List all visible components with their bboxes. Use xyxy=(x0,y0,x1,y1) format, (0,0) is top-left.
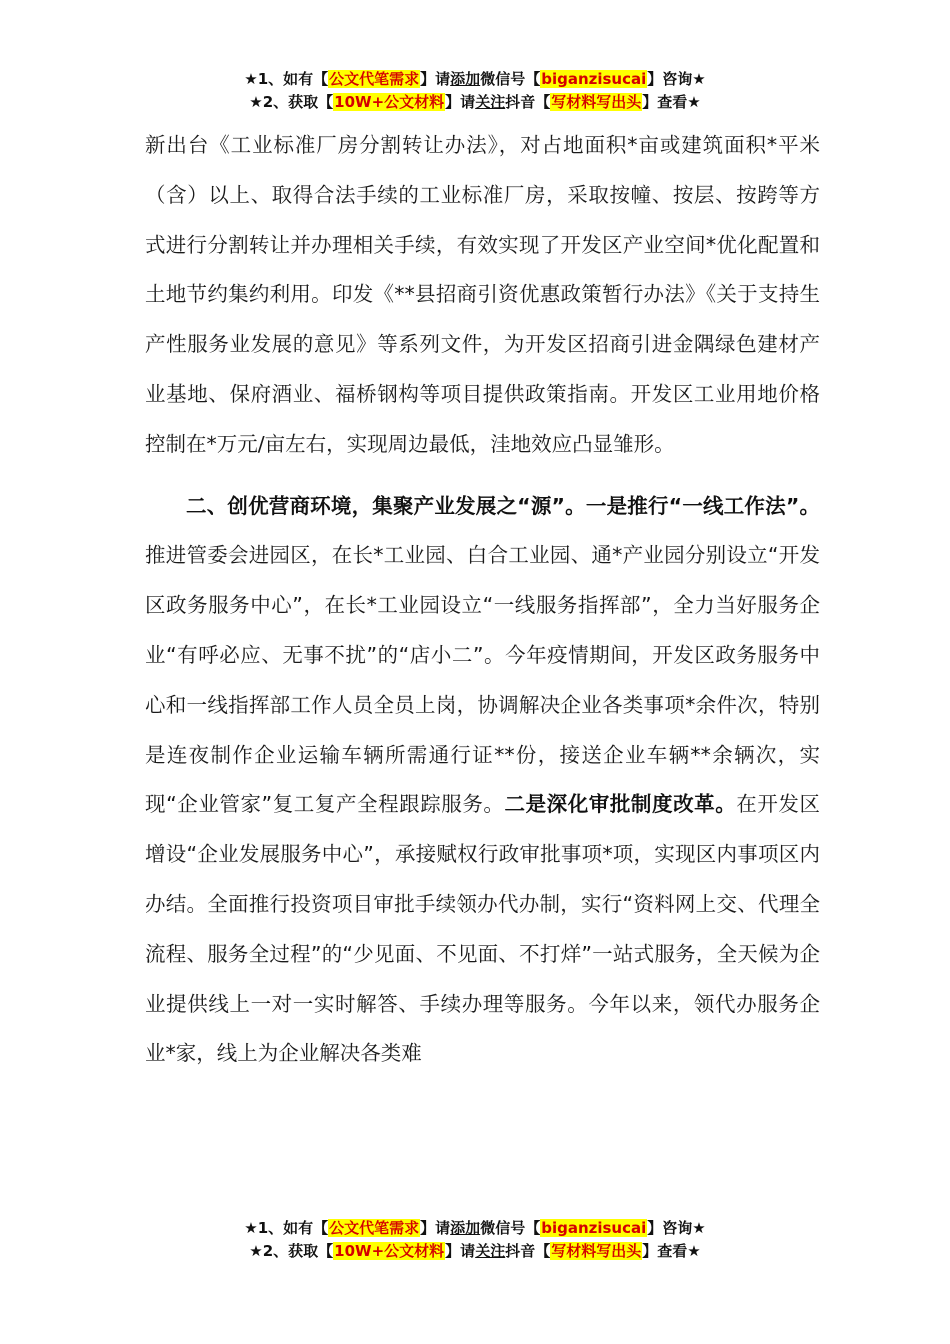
star-icon: ★ xyxy=(687,93,701,111)
sub-heading: 二是深化审批制度改革。 xyxy=(504,792,737,817)
banner-text: 】咨询 xyxy=(647,70,693,88)
paragraph-business-environment xyxy=(145,482,820,1080)
banner-text: 2、获取【 xyxy=(262,1242,334,1260)
star-icon: ★ xyxy=(249,93,263,111)
banner-text: 】请 xyxy=(420,1219,451,1237)
banner-text: 】请 xyxy=(445,93,476,111)
document-body xyxy=(145,121,820,1079)
star-icon: ★ xyxy=(692,70,706,88)
banner-line-2 xyxy=(0,91,950,114)
wechat-id: biganzisucai xyxy=(541,70,647,88)
star-icon: ★ xyxy=(244,70,258,88)
star-icon: ★ xyxy=(249,1242,263,1260)
banner-underlined: 关注 xyxy=(475,1242,506,1260)
banner-text: 】咨询 xyxy=(647,1219,693,1237)
banner-highlight: 公文代笔需求 xyxy=(329,70,420,88)
banner-text: 1、如有【 xyxy=(257,1219,329,1237)
banner-underlined: 添加 xyxy=(450,1219,481,1237)
banner-highlight: 公文代笔需求 xyxy=(329,1219,420,1237)
douyin-account: 写材料写出头 xyxy=(551,1242,642,1260)
banner-text: 】请 xyxy=(420,70,451,88)
banner-text: 抖音【 xyxy=(505,93,551,111)
section-heading: 二、创优营商环境，集聚产业发展之“源”。一是推行“一线工作法”。 xyxy=(186,493,820,518)
wechat-id: biganzisucai xyxy=(541,1219,647,1237)
header-banner xyxy=(0,68,950,114)
banner-line-1 xyxy=(0,68,950,91)
banner-line-2 xyxy=(0,1240,950,1263)
banner-text: 】查看 xyxy=(642,93,688,111)
banner-text: 微信号【 xyxy=(480,70,541,88)
star-icon: ★ xyxy=(244,1219,258,1237)
banner-underlined: 关注 xyxy=(475,93,506,111)
banner-highlight: 10W+公文材料 xyxy=(334,93,445,111)
paragraph-text: 在开发区增设“企业发展服务中心”，承接赋权行政审批事项*项，实现区内事项区内办结。全面推行投资项目审批手续领办代办制，实行“资料网上交、代理全流程、服务全过程”的“少见面、不见面、不打烊”一站式服务，全天候为企业提供线上一对一实时解答、手续办理等服务。今年以来，领代办服务企业*家，线上为企业解决各类难 xyxy=(145,792,821,1066)
paragraph-policy: 新出台《工业标准厂房分割转让办法》，对占地面积*亩或建筑面积*平米（含）以上、取得合法手续的工业标准厂房，采取按幢、按层、按跨等方式进行分割转让并办理相关手续，有效实现了开发区产业空间*优化配置和土地节约集约利用。印发《**县招商引资优惠政策暂行办法》《关于支持生产性服务业发展的意见》等系列文件，为开发区招商引进金隅绿色建材产业基地、保府酒业、福桥钢构等项目提供政策指南。开发区工业用地价格控制在*万元/亩左右，实现周边最低，洼地效应凸显雏形。 xyxy=(145,133,820,456)
star-icon: ★ xyxy=(687,1242,701,1260)
paragraph-text: 推进管委会进园区，在长*工业园、白合工业园、通*产业园分别设立“开发区政务服务中心”，在长*工业园设立“一线服务指挥部”，全力当好服务企业“有呼必应、无事不扰”的“店小二”。今年疫情期间，开发区政务服务中心和一线指挥部工作人员全员上岗，协调解决企业各类事项*余件次，特别是连夜制作企业运输车辆所需通行证**份，接送企业车辆**余辆次，实现“企业管家”复工复产全程跟踪服务。 xyxy=(145,543,820,817)
douyin-account: 写材料写出头 xyxy=(551,93,642,111)
banner-highlight: 10W+公文材料 xyxy=(334,1242,445,1260)
star-icon: ★ xyxy=(692,1219,706,1237)
banner-line-1 xyxy=(0,1217,950,1240)
footer-banner xyxy=(0,1217,950,1263)
banner-text: 1、如有【 xyxy=(257,70,329,88)
banner-text: 抖音【 xyxy=(505,1242,551,1260)
banner-text: 2、获取【 xyxy=(262,93,334,111)
banner-underlined: 添加 xyxy=(450,70,481,88)
banner-text: 微信号【 xyxy=(480,1219,541,1237)
banner-text: 】请 xyxy=(445,1242,476,1260)
banner-text: 】查看 xyxy=(642,1242,688,1260)
